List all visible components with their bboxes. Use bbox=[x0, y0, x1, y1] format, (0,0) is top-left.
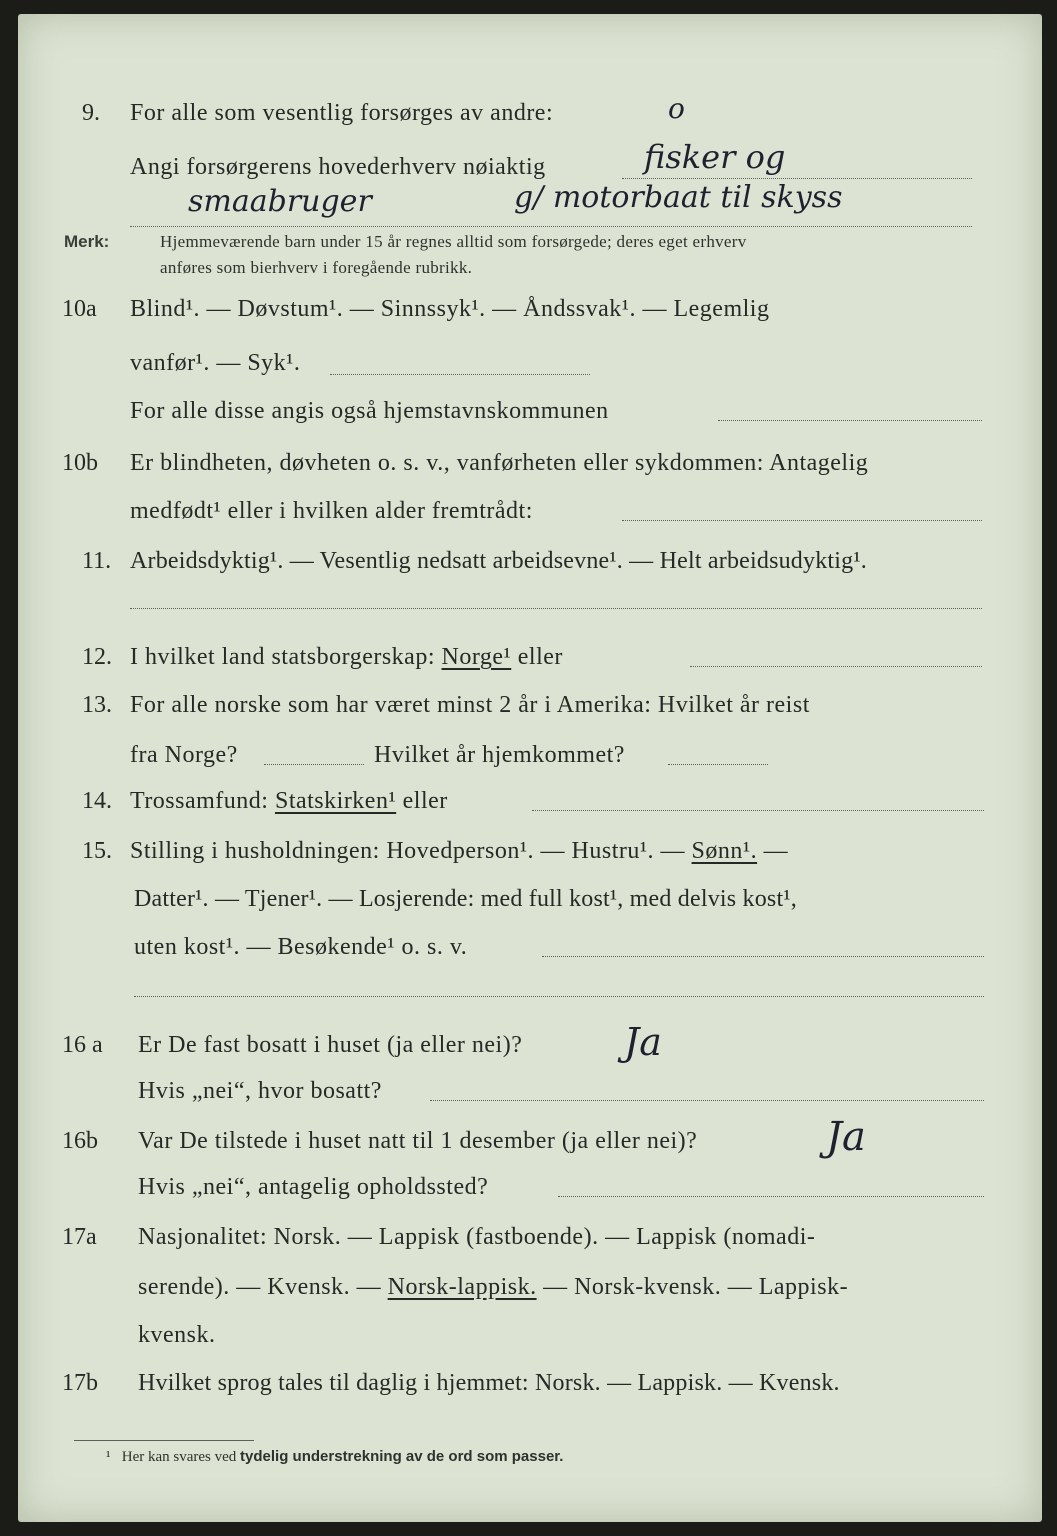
item-number-16a: 16 a bbox=[62, 1032, 103, 1058]
q12-eller: eller bbox=[517, 644, 563, 670]
q15-line3: uten kost¹. — Besøkende¹ o. s. v. bbox=[134, 934, 468, 960]
q11-answer-line bbox=[130, 608, 982, 609]
q14-text: Trossamfund: bbox=[130, 788, 269, 814]
footnote-rule bbox=[74, 1440, 254, 1441]
q10a-line1: Blind¹. — Døvstum¹. — Sinnssyk¹. — Åndssvak¹. — Legemlig bbox=[130, 296, 770, 322]
q9-answer-line-1 bbox=[622, 178, 972, 179]
q17a-line2-text: serende). — Kvensk. — bbox=[138, 1274, 382, 1300]
q15-line1 bbox=[130, 838, 788, 865]
q13-line2a: fra Norge? bbox=[130, 742, 238, 768]
q15-answer-line-1 bbox=[542, 956, 984, 957]
merk-line1: Hjemmeværende barn under 15 år regnes alltid som forsørgede; deres eget erhverv bbox=[160, 232, 747, 251]
q17b-line1: Hvilket sprog tales til daglig i hjemmet: Norsk. — Lappisk. — Kvensk. bbox=[138, 1370, 840, 1396]
item-number-12: 12. bbox=[82, 644, 112, 670]
q13-line2b: Hvilket år hjemkommet? bbox=[374, 742, 625, 768]
q16a-answer-line bbox=[430, 1100, 984, 1101]
q12-text: I hvilket land statsborgerskap: bbox=[130, 644, 435, 670]
q11-line1: Arbeidsdyktig¹. — Vesentlig nedsatt arbeidsevne¹. — Helt arbeidsudyktig¹. bbox=[130, 548, 867, 574]
q15-line1-dash: — bbox=[763, 838, 789, 864]
footnote-mark: ¹ bbox=[106, 1449, 111, 1465]
q16b-line2: Hvis „nei“, antagelig opholdssted? bbox=[138, 1174, 489, 1200]
q10b-line1: Er blindheten, døvheten o. s. v., vanførheten eller sykdommen: Antagelig bbox=[130, 450, 869, 476]
q9-line2: Angi forsørgerens hovederhverv nøiaktig bbox=[130, 154, 546, 180]
item-number-17a: 17a bbox=[62, 1224, 97, 1250]
q16a-line1: Er De fast bosatt i huset (ja eller nei)? bbox=[138, 1032, 523, 1058]
q9-handwritten-occupation: fisker og bbox=[644, 138, 786, 176]
q13-line1: For alle norske som har været minst 2 år i Amerika: Hvilket år reist bbox=[130, 692, 810, 718]
q10a-line2: vanfør¹. — Syk¹. bbox=[130, 350, 301, 376]
q17a-underlined-norsk-lappisk: Norsk-lappisk. bbox=[387, 1274, 537, 1300]
item-number-16b: 16b bbox=[62, 1128, 98, 1154]
q9-answer-line-2 bbox=[130, 226, 972, 227]
q9-handwritten-smaabruger: smaabruger bbox=[188, 184, 372, 219]
q15-line1-text: Stilling i husholdningen: Hovedperson¹. — Hustru¹. — bbox=[130, 838, 686, 864]
merk-line2: anføres som bierhverv i foregående rubrikk. bbox=[160, 258, 473, 277]
q10b-answer-line bbox=[622, 520, 982, 521]
q9-line1: For alle som vesentlig forsørges av andre: bbox=[130, 100, 554, 126]
q17a-line2 bbox=[138, 1274, 848, 1301]
q10a-answer-line-2 bbox=[718, 420, 982, 421]
item-number-14: 14. bbox=[82, 788, 112, 814]
q16a-line2: Hvis „nei“, hvor bosatt? bbox=[138, 1078, 382, 1104]
q17a-line3: kvensk. bbox=[138, 1322, 216, 1348]
q17a-line1: Nasjonalitet: Norsk. — Lappisk (fastboende). — Lappisk (nomadi- bbox=[138, 1224, 816, 1250]
q14-eller: eller bbox=[402, 788, 448, 814]
q16b-handwritten-ja: Ja bbox=[826, 1114, 866, 1160]
q16a-handwritten-ja: Ja bbox=[624, 1020, 662, 1064]
footnote-text: Her kan svares ved bbox=[121, 1449, 237, 1465]
merk-label: Merk: bbox=[64, 232, 110, 251]
item-number-11: 11. bbox=[82, 548, 112, 574]
census-form-page bbox=[18, 14, 1042, 1522]
q12-line bbox=[130, 644, 563, 671]
footnote-bold-text: tydelig understrekning av de ord som passer. bbox=[240, 1448, 564, 1465]
q15-answer-line-2 bbox=[134, 996, 984, 997]
q13-answer-line-2 bbox=[668, 764, 768, 765]
item-number-15: 15. bbox=[82, 838, 112, 864]
q9-handwritten-mark: o bbox=[668, 92, 685, 125]
q12-answer-line bbox=[690, 666, 982, 667]
item-number-10a: 10a bbox=[62, 296, 97, 322]
q12-underlined-norge: Norge¹ bbox=[441, 644, 512, 670]
q14-line bbox=[130, 788, 448, 815]
q15-underlined-sonn: Sønn¹. bbox=[691, 838, 758, 864]
footnote bbox=[106, 1448, 563, 1466]
item-number-17b: 17b bbox=[62, 1370, 98, 1396]
q10a-answer-line-1 bbox=[330, 374, 590, 375]
q10b-line2: medfødt¹ eller i hvilken alder fremtrådt: bbox=[130, 498, 533, 524]
q14-underlined-statskirken: Statskirken¹ bbox=[274, 788, 397, 814]
q17a-line2-rest: — Norsk-kvensk. — Lappisk- bbox=[543, 1274, 849, 1300]
q10a-line3: For alle disse angis også hjemstavnskommunen bbox=[130, 398, 609, 424]
item-number-9: 9. bbox=[82, 100, 100, 126]
q9-handwritten-motorbaat: g/ motorbaat til skyss bbox=[514, 180, 843, 215]
q14-answer-line bbox=[532, 810, 984, 811]
item-number-13: 13. bbox=[82, 692, 112, 718]
q13-answer-line-1 bbox=[264, 764, 364, 765]
item-number-10b: 10b bbox=[62, 450, 98, 476]
q16b-line1: Var De tilstede i huset natt til 1 desember (ja eller nei)? bbox=[138, 1128, 698, 1154]
q16b-answer-line bbox=[558, 1196, 984, 1197]
q15-line2: Datter¹. — Tjener¹. — Losjerende: med full kost¹, med delvis kost¹, bbox=[134, 886, 797, 912]
